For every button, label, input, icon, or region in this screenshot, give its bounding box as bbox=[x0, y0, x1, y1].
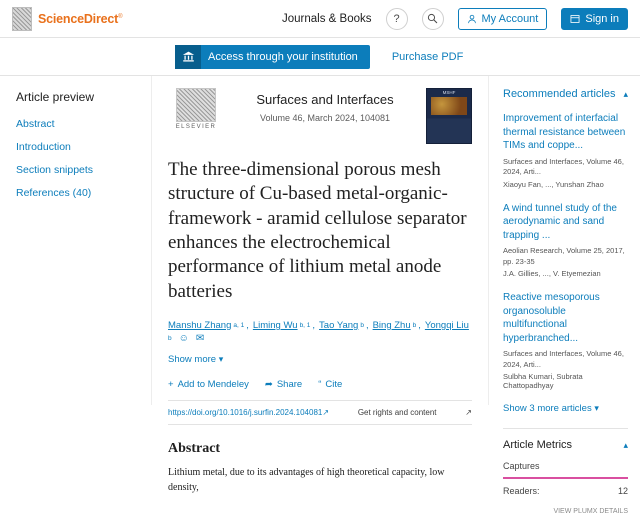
brand-name: ScienceDirect bbox=[38, 11, 119, 26]
author-2-affil: b, 1 bbox=[299, 321, 311, 329]
recommended-title: A wind tunnel study of the aerodynamic and sand trapping ... bbox=[503, 202, 617, 241]
top-navigation-bar bbox=[0, 0, 640, 38]
purchase-pdf-button[interactable]: Purchase PDF bbox=[391, 50, 464, 63]
access-institution-label: Access through your institution bbox=[208, 50, 358, 63]
search-icon bbox=[427, 13, 438, 24]
article-main-content bbox=[152, 76, 488, 493]
external-link-icon: ↗ bbox=[465, 407, 472, 417]
recommended-articles-header[interactable] bbox=[503, 88, 628, 100]
readers-label: Readers: bbox=[503, 486, 540, 496]
share-button[interactable] bbox=[265, 379, 302, 390]
sidebar-item-section-snippets[interactable]: Section snippets bbox=[16, 164, 94, 176]
abstract-text: Lithium metal, due to its advantages of high theoretical capacity, low density, bbox=[168, 466, 445, 493]
author-5-affil: b bbox=[168, 334, 172, 342]
journal-meta bbox=[234, 88, 416, 123]
add-to-mendeley-button[interactable] bbox=[168, 379, 249, 390]
chevron-up-icon: ▴ bbox=[623, 88, 628, 99]
readers-value: 12 bbox=[617, 486, 628, 496]
recommended-source: Aeolian Research, Volume 25, 2017, pp. 23-35 bbox=[503, 246, 625, 266]
sign-in-label: Sign in bbox=[585, 12, 619, 25]
article-preview-heading: Article preview bbox=[16, 90, 95, 104]
share-label: Share bbox=[276, 378, 303, 390]
search-button[interactable] bbox=[422, 8, 444, 30]
my-account-button[interactable] bbox=[458, 8, 548, 30]
brand-registered-mark: ® bbox=[118, 13, 123, 20]
cite-label: Cite bbox=[325, 378, 343, 390]
author-1-affil: a, 1 bbox=[233, 321, 245, 329]
cite-button[interactable] bbox=[318, 379, 342, 390]
journal-cover-image[interactable] bbox=[426, 88, 472, 144]
show-more-articles-button[interactable] bbox=[503, 403, 628, 414]
author-3-affil: b bbox=[360, 321, 364, 329]
share-icon: ➦ bbox=[264, 378, 273, 390]
help-button[interactable] bbox=[386, 8, 408, 30]
article-actions bbox=[168, 379, 472, 390]
list-item[interactable] bbox=[503, 112, 628, 189]
chevron-down-icon: ▾ bbox=[218, 353, 224, 364]
chevron-up-icon: ▴ bbox=[623, 439, 628, 450]
recommended-sidebar bbox=[488, 76, 640, 515]
recommended-title: Improvement of interfacial thermal resistance between TIMs and coppe... bbox=[503, 113, 626, 151]
person-icon bbox=[467, 14, 477, 24]
chevron-down-icon: ▾ bbox=[594, 403, 599, 413]
elsevier-tree-icon bbox=[176, 88, 216, 122]
journal-issue: Volume 46, March 2024, 104081 bbox=[259, 113, 391, 123]
author-1[interactable]: Manshu Zhang bbox=[168, 319, 232, 331]
external-link-icon: ↗ bbox=[322, 407, 330, 417]
author-list: Manshu Zhang a, 1 , Liming Wu b, 1 , Tao Yang b , Bing Zhu b , Yongqi Liu b ☺ ✉ bbox=[168, 319, 469, 344]
journal-title[interactable]: Surfaces and Interfaces bbox=[256, 92, 394, 107]
nav-journals-and-books[interactable]: Journals & Books bbox=[282, 12, 372, 25]
recommended-source: Surfaces and Interfaces, Volume 46, 2024, Arti... bbox=[503, 156, 624, 176]
access-options-bar bbox=[0, 38, 640, 76]
doi-link[interactable]: https://doi.org/10.1016/j.surfin.2024.104081 bbox=[168, 407, 323, 417]
show-more-label: Show more bbox=[168, 353, 217, 365]
captures-label: Captures bbox=[503, 461, 540, 471]
page-title: The three-dimensional porous mesh structure of Cu-based metal-organic-framework - aramid cellulose separator enhances the electrochemical performance of lithium metal anode batteries bbox=[168, 159, 467, 302]
abstract-heading: Abstract bbox=[168, 440, 221, 456]
author-2[interactable]: Liming Wu bbox=[252, 319, 298, 331]
person-add-icon[interactable]: ☺ bbox=[178, 332, 189, 344]
recommended-articles-heading: Recommended articles bbox=[503, 88, 616, 100]
author-5[interactable]: Yongqi Liu bbox=[424, 319, 469, 331]
publisher-name: ELSEVIER bbox=[175, 124, 217, 130]
quote-icon: “ bbox=[318, 378, 322, 390]
article-preview-list bbox=[16, 118, 141, 199]
recommended-source: Surfaces and Interfaces, Volume 46, 2024, Arti... bbox=[503, 349, 624, 369]
doi-and-rights-row bbox=[168, 400, 472, 425]
recommended-authors: J.A. Gillies, ..., V. Etyemezian bbox=[503, 269, 601, 278]
sciencedirect-logo[interactable] bbox=[12, 7, 122, 31]
author-3[interactable]: Tao Yang bbox=[319, 319, 359, 331]
cover-caption: MSHF bbox=[442, 90, 456, 95]
my-account-label: My Account bbox=[481, 12, 539, 25]
author-4[interactable]: Bing Zhu bbox=[372, 319, 411, 331]
bank-icon bbox=[175, 45, 201, 69]
page-body bbox=[0, 76, 640, 515]
show-more-articles-label: Show 3 more articles bbox=[503, 403, 592, 414]
sidebar-item-references[interactable]: References (40) bbox=[16, 187, 92, 199]
add-to-mendeley-label: Add to Mendeley bbox=[177, 378, 249, 390]
recommended-authors: Sulbha Kumari, Subrata Chattopadhyay bbox=[503, 372, 583, 390]
plumx-details-link[interactable]: VIEW PLUMX DETAILS bbox=[553, 508, 628, 515]
recommended-authors: Xiaoyu Fan, ..., Yunshan Zhao bbox=[503, 179, 604, 189]
readers-row bbox=[503, 486, 628, 496]
access-through-institution-button[interactable] bbox=[175, 45, 370, 69]
question-mark-icon: ? bbox=[393, 12, 400, 25]
show-more-authors-button[interactable] bbox=[168, 354, 472, 365]
window-icon bbox=[570, 14, 580, 24]
sidebar-item-introduction[interactable]: Introduction bbox=[16, 141, 71, 153]
list-item[interactable] bbox=[503, 291, 628, 390]
elsevier-publisher-logo bbox=[168, 88, 224, 130]
captures-bar bbox=[503, 477, 628, 479]
elsevier-tree-icon bbox=[12, 7, 32, 31]
article-metrics-header[interactable] bbox=[503, 428, 628, 451]
list-item[interactable] bbox=[503, 202, 628, 279]
top-nav-items bbox=[282, 8, 628, 30]
journal-header bbox=[168, 88, 472, 144]
article-preview-sidebar bbox=[0, 76, 152, 405]
sidebar-item-abstract[interactable]: Abstract bbox=[16, 118, 55, 130]
get-rights-and-content-link[interactable]: Get rights and content bbox=[357, 407, 437, 417]
article-metrics-heading: Article Metrics bbox=[503, 439, 573, 451]
plus-icon: + bbox=[168, 378, 174, 390]
recommended-title: Reactive mesoporous organosoluble multifunctional hyperbranched... bbox=[503, 292, 600, 344]
sign-in-button[interactable] bbox=[561, 8, 628, 30]
author-4-affil: b bbox=[412, 321, 417, 329]
envelope-icon[interactable]: ✉ bbox=[195, 332, 205, 344]
